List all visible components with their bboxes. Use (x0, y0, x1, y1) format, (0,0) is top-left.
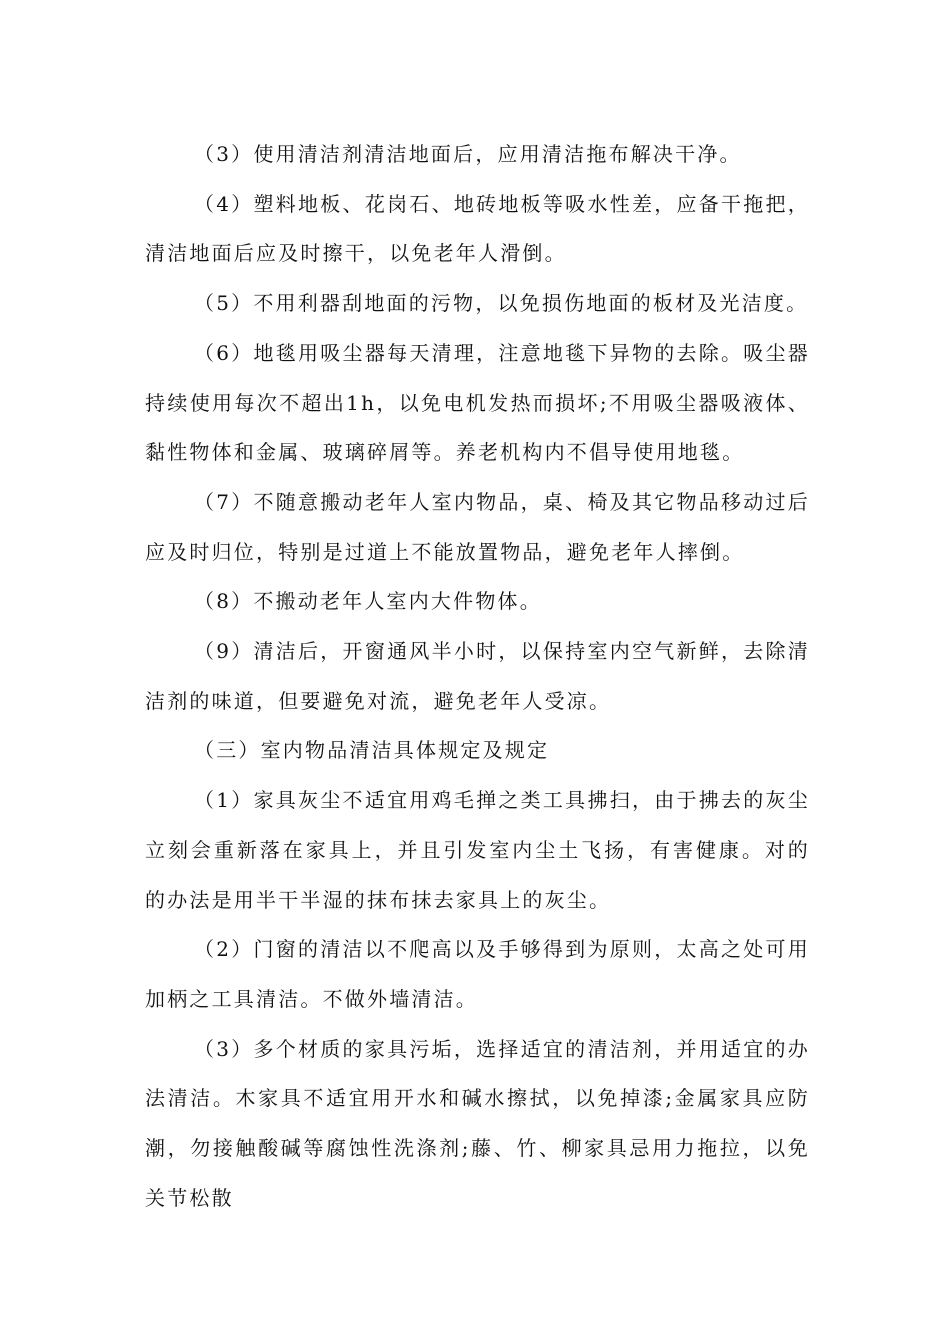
paragraph-floor-cleaner-wipe: （3）使用清洁剂清洁地面后，应用清洁拖布解决干净。 (194, 142, 742, 166)
paragraph-furniture-materials: （3）多个材质的家具污垢，选择适宜的清洁剂，并用适宜的办法清洁。木家具不适宜用开水和碱水擦拭，以免掉漆;金属家具应防潮，勿接触酸碱等腐蚀性洗涤剂;藤、竹、柳家具忌用力拖拉，以免关节松散 (145, 1036, 810, 1210)
paragraph-dusting: （1）家具灰尘不适宜用鸡毛掸之类工具拂扫，由于拂去的灰尘立刻会重新落在家具上，并且引发室内尘土飞扬，有害健康。对的的办法是用半干半湿的抹布抹去家具上的灰尘。 (145, 788, 810, 912)
paragraph-ventilation: （9）清洁后，开窗通风半小时，以保持室内空气新鲜，去除清洁剂的味道，但要避免对流，避免老年人受凉。 (145, 639, 810, 713)
paragraph-furniture-return: （7）不随意搬动老年人室内物品，桌、椅及其它物品移动过后应及时归位，特别是过道上不能放置物品，避免老年人摔倒。 (145, 489, 810, 564)
section-heading-indoor-items: （三）室内物品清洁具体规定及规定 (194, 738, 550, 763)
paragraph-doors-windows: （2）门窗的清洁以不爬高以及手够得到为原则，太高之处可用加柄之工具清洁。不做外墙清洁。 (145, 937, 810, 1011)
document-body (145, 130, 810, 1223)
paragraph-floor-dry-mop: （4）塑料地板、花岗石、地砖地板等吸水性差，应备干拖把，清洁地面后应及时擦干，以免老年人滑倒。 (145, 191, 810, 266)
paragraph-large-items: （8）不搬动老年人室内大件物体。 (194, 589, 542, 614)
paragraph-carpet-vacuum: （6）地毯用吸尘器每天清理，注意地毯下异物的去除。吸尘器持续使用每次不超出1h，以免电机发热而损坏;不用吸尘器吸液体、黏性物体和金属、玻璃碎屑等。养老机构内不倡导使用地毯。 (145, 340, 810, 465)
paragraph-no-sharp-tools: （5）不用利器刮地面的污物，以免损伤地面的板材及光洁度。 (194, 291, 809, 316)
